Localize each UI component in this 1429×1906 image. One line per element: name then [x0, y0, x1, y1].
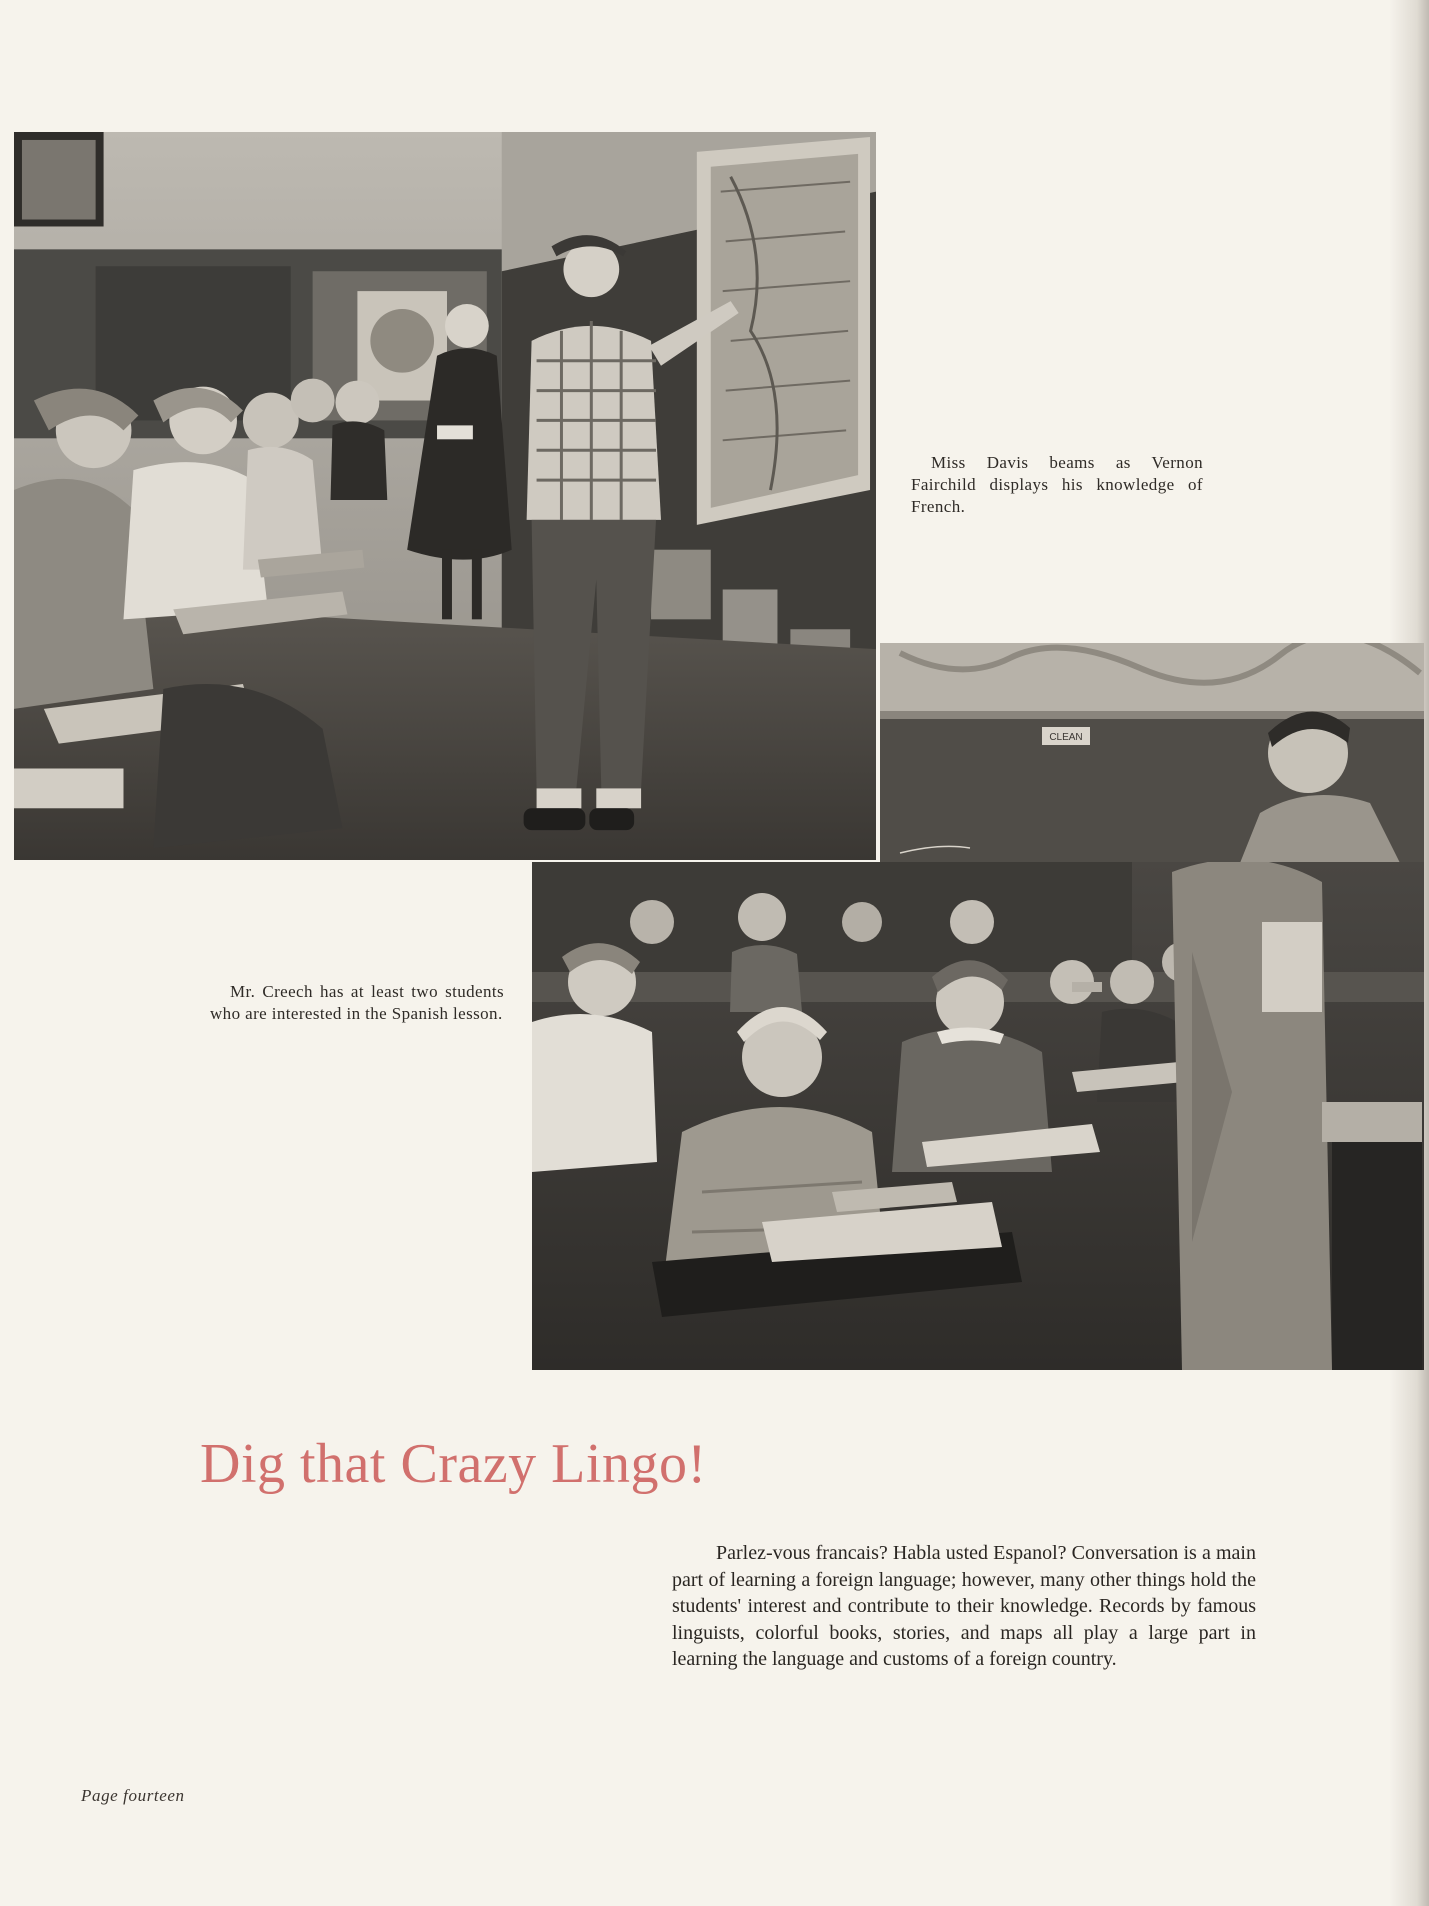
- svg-text:CLEAN: CLEAN: [1049, 732, 1083, 743]
- spanish-class-photo-image: [532, 862, 1424, 1370]
- french-class-photo-image: [14, 132, 876, 860]
- page-number: Page fourteen: [81, 1786, 185, 1805]
- body-paragraph: Parlez-vous francais? Habla usted Espanol? Conversation is a main part of learning a foreign language; however, many other things hold the students' interest and contribute to their knowledge. Records by famous linguists, colorful books, stories, and maps all play a large part in learning the language and customs of a foreign country.: [672, 1542, 1256, 1670]
- spanish-class-photo-upper: [880, 643, 1424, 863]
- french-class-photo: [12, 130, 878, 862]
- spanish-photo-caption: Mr. Creech has at least two students who are interested in the Spanish lesson.: [210, 982, 504, 1023]
- spanish-class-photo: [532, 862, 1424, 1370]
- french-photo-caption: Miss Davis beams as Vernon Fairchild displays his knowledge of French.: [911, 453, 1203, 516]
- page-headline: Dig that Crazy Lingo!: [200, 1433, 707, 1495]
- spanish-class-photo-upper-image: [880, 643, 1424, 863]
